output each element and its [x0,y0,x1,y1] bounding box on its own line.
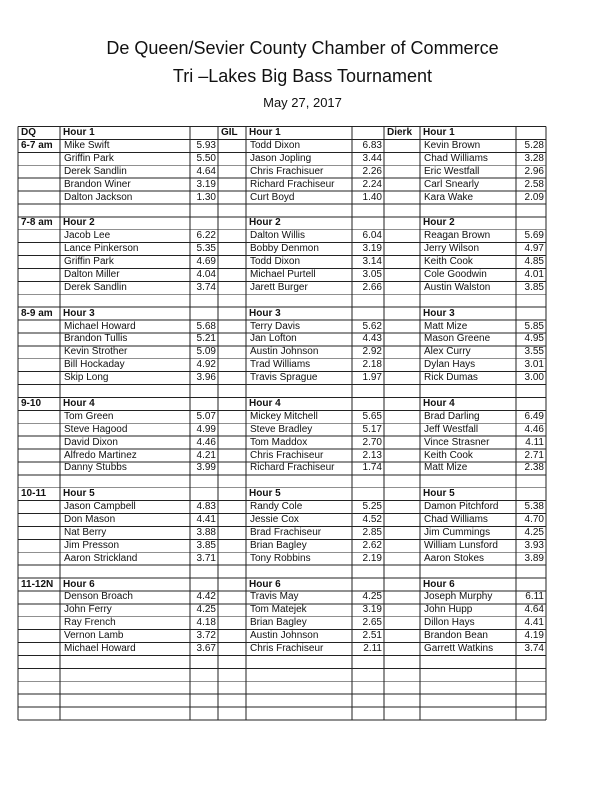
angler-name: Michael Howard [64,643,136,654]
fish-weight: 4.19 [524,630,544,642]
hour-label: Hour 1 [249,127,281,138]
angler-name: Dylan Hays [424,359,476,371]
fish-weight: 2.58 [524,178,544,190]
hour-label: Hour 3 [63,307,95,319]
fish-weight: 3.71 [196,552,216,564]
angler-name: Bobby Denmon [250,243,319,255]
hour-label: Hour 2 [423,217,455,229]
fish-weight: 2.26 [362,165,382,177]
fish-weight: 2.38 [524,462,544,474]
fish-weight: 4.21 [196,449,216,461]
angler-name: Kevin Brown [424,139,481,151]
fish-weight: 2.85 [362,526,382,538]
fish-weight: 5.28 [524,139,544,151]
hour-label: Hour 4 [249,397,281,409]
angler-name: Damon Pitchford [424,501,499,513]
fish-weight: 3.14 [362,256,382,267]
fish-weight: 2.18 [362,359,382,371]
angler-name: Terry Davis [250,320,301,332]
angler-name: Derek Sandlin [64,281,127,293]
angler-name: David Dixon [64,436,118,448]
angler-name: Chris Frachiseur [250,643,324,654]
hour-label: Hour 1 [423,127,455,138]
fish-weight: 5.21 [196,333,216,345]
angler-name: Richard Frachiseur [250,462,335,474]
fish-weight: 4.46 [196,436,216,448]
hour-label: Hour 4 [423,397,455,409]
lake-header-dq: DQ [21,127,36,138]
angler-name: Carl Snearly [424,178,480,190]
fish-weight: 2.71 [524,449,544,461]
angler-name: Michael Purtell [250,268,316,280]
hour-label: Hour 4 [63,397,95,409]
fish-weight: 3.05 [362,268,382,280]
angler-name: Denson Broach [64,591,133,603]
angler-name: Jim Cummings [424,526,491,538]
fish-weight: 3.93 [524,539,544,551]
fish-weight: 5.35 [196,243,216,255]
angler-name: Brandon Winer [64,178,131,190]
fish-weight: 5.85 [524,320,544,332]
fish-weight: 2.24 [362,178,382,190]
fish-weight: 3.19 [196,178,216,190]
time-slot: 10-11 [21,488,47,500]
angler-name: Alex Curry [424,346,471,358]
angler-name: Aaron Stokes [424,552,485,564]
hour-label: Hour 6 [249,578,281,590]
angler-name: Garrett Watkins [424,643,494,654]
angler-name: Richard Frachiseur [250,178,335,190]
fish-weight: 3.74 [196,281,216,293]
angler-name: John Ferry [64,604,112,616]
fish-weight: 2.96 [524,165,544,177]
hour-label: Hour 2 [249,217,281,229]
time-slot: 7-8 am [21,217,53,229]
tournament-date: May 27, 2017 [263,95,342,110]
angler-name: Lance Pinkerson [64,243,139,255]
fish-weight: 3.19 [362,604,382,616]
fish-weight: 3.89 [524,552,544,564]
fish-weight: 3.67 [196,643,216,654]
fish-weight: 2.66 [362,281,382,293]
angler-name: Chris Frachisuer [250,165,324,177]
angler-name: Tom Green [64,410,114,422]
angler-name: Kara Wake [424,191,474,203]
angler-name: Brad Darling [424,410,480,422]
fish-weight: 4.85 [524,256,544,267]
fish-weight: 5.17 [362,423,382,435]
angler-name: Travis Sprague [250,372,318,384]
fish-weight: 3.01 [524,359,544,371]
fish-weight: 1.74 [362,462,382,474]
fish-weight: 4.83 [196,501,216,513]
fish-weight: 1.30 [196,191,216,203]
fish-weight: 2.92 [362,346,382,358]
angler-name: Brian Bagley [250,539,307,551]
angler-name: Griffin Park [64,152,114,164]
angler-name: Mickey Mitchell [250,410,318,422]
angler-name: Kevin Strother [64,346,128,358]
hour-label: Hour 3 [423,307,455,319]
angler-name: Alfredo Martinez [64,449,137,461]
angler-name: Jason Jopling [250,152,312,164]
fish-weight: 4.64 [524,604,544,616]
fish-weight: 2.70 [362,436,382,448]
fish-weight: 4.52 [362,514,382,525]
fish-weight: 5.68 [196,320,216,332]
fish-weight: 5.50 [196,152,216,164]
fish-weight: 4.42 [196,591,216,603]
angler-name: Randy Cole [250,501,303,513]
angler-name: Vernon Lamb [64,630,124,642]
angler-name: Derek Sandlin [64,165,127,177]
angler-name: Dillon Hays [424,617,475,629]
angler-name: Eric Westfall [424,165,480,177]
angler-name: Brad Frachiseur [250,526,322,538]
fish-weight: 3.28 [524,152,544,164]
fish-weight: 6.83 [362,139,382,151]
fish-weight: 2.65 [362,617,382,629]
angler-name: Curt Boyd [250,191,295,203]
fish-weight: 5.62 [362,320,382,332]
angler-name: Jim Presson [64,539,120,551]
angler-name: Joseph Murphy [424,591,493,603]
angler-name: Jan Lofton [250,333,297,345]
fish-weight: 4.25 [362,591,382,603]
fish-weight: 2.13 [362,449,382,461]
angler-name: John Hupp [424,604,473,616]
fish-weight: 4.43 [362,333,382,345]
fish-weight: 2.11 [363,643,382,654]
angler-name: Chris Frachiseur [250,449,324,461]
fish-weight: 6.49 [524,410,544,422]
angler-name: Keith Cook [424,449,473,461]
angler-name: Dalton Jackson [64,191,133,203]
fish-weight: 4.95 [524,333,544,345]
angler-name: Dalton Miller [64,268,120,280]
fish-weight: 2.51 [362,630,382,642]
fish-weight: 3.85 [196,539,216,551]
angler-name: Todd Dixon [250,256,301,267]
angler-name: Danny Stubbs [64,462,127,474]
angler-name: Skip Long [64,372,109,384]
angler-name: Jason Campbell [64,501,136,513]
fish-weight: 3.55 [524,346,544,358]
fish-weight: 4.64 [196,165,216,177]
fish-weight: 3.19 [362,243,382,255]
angler-name: Jerry Wilson [424,243,480,255]
hour-label: Hour 1 [63,127,95,138]
fish-weight: 2.09 [524,191,544,203]
hour-label: Hour 5 [63,488,95,500]
fish-weight: 3.00 [524,372,544,384]
angler-name: Rick Dumas [424,372,478,384]
fish-weight: 4.41 [196,514,216,525]
angler-name: Tom Maddox [250,436,308,448]
angler-name: Chad Williams [424,514,488,525]
fish-weight: 3.74 [524,643,544,654]
fish-weight: 4.01 [524,268,544,280]
angler-name: William Lunsford [424,539,498,551]
fish-weight: 4.70 [524,514,544,525]
fish-weight: 4.25 [524,526,544,538]
time-slot: 6-7 am [21,139,53,151]
fish-weight: 2.62 [362,539,382,551]
angler-name: Dalton Willis [250,230,306,242]
hour-label: Hour 5 [423,488,455,500]
angler-name: Jacob Lee [64,230,111,242]
time-slot: 11-12N [21,578,54,590]
fish-weight: 4.11 [525,436,544,448]
fish-weight: 2.19 [362,552,382,564]
angler-name: Brandon Bean [424,630,488,642]
angler-name: Jarett Burger [250,281,308,293]
fish-weight: 3.72 [196,630,216,642]
angler-name: Don Mason [64,514,116,525]
hour-label: Hour 2 [63,217,95,229]
angler-name: Matt Mize [424,462,468,474]
angler-name: Trad Williams [250,359,311,371]
fish-weight: 4.99 [196,423,216,435]
angler-name: Ray French [64,617,116,629]
angler-name: Brandon Tullis [64,333,128,345]
fish-weight: 5.07 [196,410,216,422]
fish-weight: 3.99 [196,462,216,474]
fish-weight: 6.11 [525,591,544,603]
fish-weight: 4.69 [196,256,216,267]
fish-weight: 4.97 [524,243,544,255]
fish-weight: 5.38 [524,501,544,513]
angler-name: Steve Bradley [250,423,313,435]
angler-name: Austin Johnson [250,630,319,642]
angler-name: Austin Walston [424,281,491,293]
hour-label: Hour 3 [249,307,281,319]
angler-name: Brian Bagley [250,617,307,629]
angler-name: Steve Hagood [64,423,128,435]
fish-weight: 4.04 [196,268,216,280]
angler-name: Tom Matejek [250,604,307,616]
angler-name: Reagan Brown [424,230,491,242]
tournament-name: Tri –Lakes Big Bass Tournament [172,66,433,86]
time-slot: 9-10 [21,397,42,409]
fish-weight: 1.97 [362,372,382,384]
hour-label: Hour 6 [63,578,95,590]
fish-weight: 6.22 [196,230,216,242]
angler-name: Tony Robbins [250,552,311,564]
angler-name: Bill Hockaday [64,359,125,371]
angler-name: Vince Strasner [424,436,490,448]
fish-weight: 3.88 [196,526,216,538]
hour-label: Hour 6 [423,578,455,590]
angler-name: Matt Mize [424,320,468,332]
fish-weight: 4.41 [524,617,544,629]
angler-name: Griffin Park [64,256,114,267]
angler-name: Jessie Cox [250,514,299,525]
lake-header-gil: GIL [221,127,238,138]
angler-name: Mike Swift [64,139,110,151]
angler-name: Cole Goodwin [424,268,487,280]
angler-name: Michael Howard [64,320,136,332]
angler-name: Austin Johnson [250,346,319,358]
fish-weight: 5.25 [362,501,382,513]
fish-weight: 5.65 [362,410,382,422]
fish-weight: 5.93 [196,139,216,151]
fish-weight: 5.69 [524,230,544,242]
fish-weight: 4.92 [196,359,216,371]
angler-name: Aaron Strickland [64,552,138,564]
angler-name: Keith Cook [424,256,473,267]
fish-weight: 6.04 [362,230,382,242]
angler-name: Chad Williams [424,152,488,164]
time-slot: 8-9 am [21,307,53,319]
fish-weight: 5.09 [196,346,216,358]
fish-weight: 4.18 [196,617,216,629]
angler-name: Travis May [250,591,299,603]
fish-weight: 1.40 [362,191,382,203]
angler-name: Jeff Westfall [424,423,479,435]
document-title: De Queen/Sevier County Chamber of Commerce [106,38,499,58]
hour-label: Hour 5 [249,488,281,500]
fish-weight: 4.25 [196,604,216,616]
angler-name: Nat Berry [64,526,107,538]
fish-weight: 3.85 [524,281,544,293]
fish-weight: 3.96 [196,372,216,384]
fish-weight: 4.46 [524,423,544,435]
angler-name: Mason Greene [424,333,491,345]
fish-weight: 3.44 [362,152,382,164]
angler-name: Todd Dixon [250,139,301,151]
lake-header-dierk: Dierk [387,127,413,138]
